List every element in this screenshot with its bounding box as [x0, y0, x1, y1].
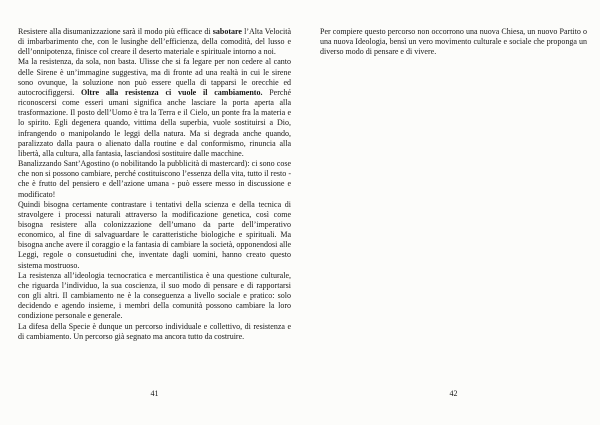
bold-text-run: Oltre alla resistenza ci vuole il cambiamento.	[80, 87, 263, 97]
text-run: Ma la resistenza, da sola, non basta. Ulisse che si fa legare per non cedere al canto delle Sirene è un’immagine suggestiva, ma di fronte ad una realtà in cui le sirene sono ovunque, la soluzione non può essere quella di tapparsi le orecchie ed autocrocifiggersi.	[18, 57, 291, 97]
page-left-number: 41	[150, 389, 159, 398]
text-run: Per compiere questo percorso non occorrono una nuova Chiesa, un nuovo Partito o una nuova Ideologia, bensì un vero movimento culturale e sociale che proponga un diverso modo di pensare e di vivere.	[320, 27, 587, 57]
text-run: Perché riconoscersi come esseri umani significa anche lasciare la porta aperta alla trasformazione. Il posto dell’Uomo è tra la Terra e il Cielo, un ponte fra la materia e lo spirito. Egli degenera quando, vittima della superbia, vuole sostituirsi a Dio, infrangendo o manipolando le leggi della natura. Ma si degrada anche quando, paralizzato dalla paura o alienato dalla routine e dal conformismo, rinuncia alla libertà, alla cultura, alla fantasia, lasciandosi sostituire dalle macchine.	[18, 87, 291, 158]
text-run: La resistenza all’ideologia tecnocratica e mercantilistica è una questione culturale, che riguarda l’individuo, la sua coscienza, il suo modo di pensare e di rapportarsi con gli altri. Il cambiamento ne è la conseguenza a livello sociale e pratico: solo decidendo e agendo insieme, i membri della comunità possono cambiare la loro condizione personale e generale.	[18, 270, 291, 321]
paragraph	[18, 271, 291, 322]
text-run: La difesa della Specie è dunque un percorso individuale e collettivo, di resistenza e di cambiamento. Un percorso già segnato ma ancora tutto da costruire.	[18, 321, 291, 341]
paragraph	[18, 57, 291, 159]
paragraph	[18, 322, 291, 342]
paragraph	[18, 159, 291, 200]
page-left-text	[18, 27, 291, 342]
text-run: Banalizzando Sant’Agostino (o nobilitando la pubblicità di mastercard): ci sono cose che non si possono cambiare, perché costituiscono l’essenza della vita, tutto il resto - che è frutto del pensiero e dell’azione umana - può essere messo in discussione e modificato!	[18, 159, 291, 199]
page-right-number: 42	[449, 389, 458, 398]
paragraph	[18, 200, 291, 271]
text-run: Resistere alla disumanizzazione sarà il modo più efficace di	[18, 27, 213, 36]
bold-text-run: sabotare	[212, 27, 242, 36]
text-run: Quindi bisogna certamente contrastare i tentativi della scienza e della tecnica di stravolgere i processi naturali attraverso la modificazione genetica, così come bisogna resistere alla colonizzazione dell’umano da parte dell’imperativo economico, al fine di salvaguardare le caratteristiche biologiche e spirituali. Ma bisogna anche avere il coraggio e la fantasia di cambiare la società, opponendosi alle Leggi, regole o consuetudini che, inventate dagli uomini, hanno creato questo sistema mostruoso.	[18, 199, 291, 270]
paragraph	[18, 27, 291, 57]
paragraph	[320, 27, 587, 57]
text-run: l’Alta Velocità di imbarbarimento che, con le lusinghe dell’efficienza, della comodità, del lusso e dell’onnipotenza, finisce col creare il deserto materiale e spirituale intorno a noi.	[18, 27, 291, 57]
page-right-text	[320, 27, 587, 57]
